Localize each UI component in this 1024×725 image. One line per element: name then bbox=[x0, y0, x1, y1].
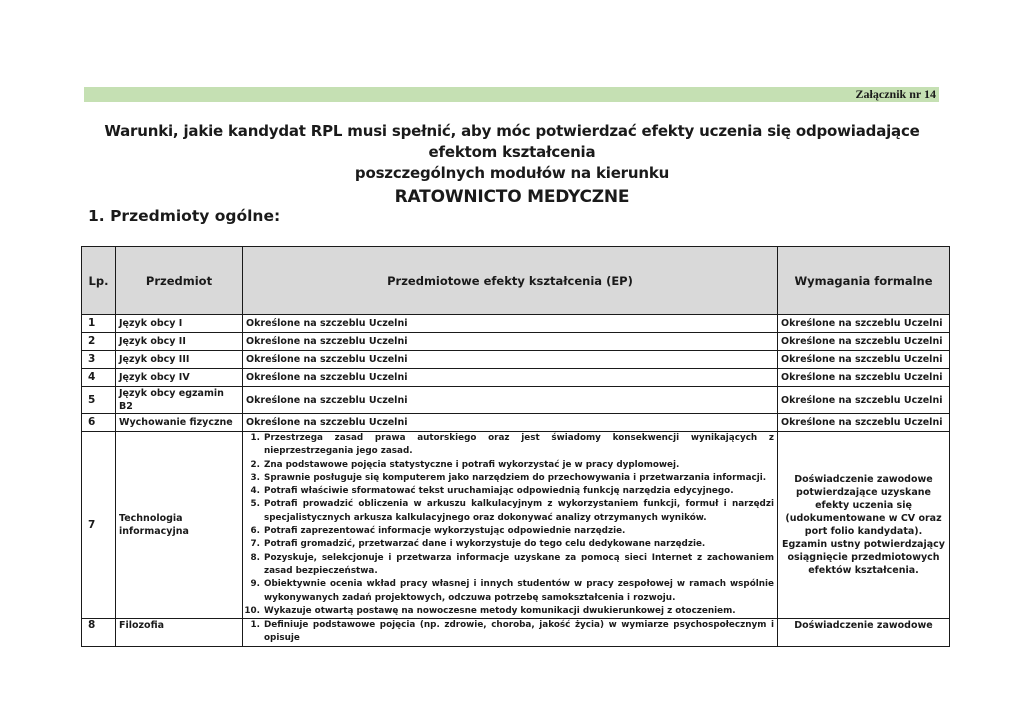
row-requirements: Określone na szczeblu Uczelni bbox=[778, 315, 950, 333]
row-lp: 8 bbox=[82, 619, 116, 647]
row-requirements: Doświadczenie zawodowe bbox=[778, 619, 950, 647]
outcomes-list bbox=[246, 619, 774, 646]
header-requirements: Wymagania formalne bbox=[778, 247, 950, 315]
row-requirements: Doświadczenie zawodowe potwierdzające uzyskane efekty uczenia się (udokumentowane w CV oraz port folio kandydata). Egzamin ustny potwierdzający osiągnięcie przedmiotowych efektów kształcenia. bbox=[778, 432, 950, 619]
header-outcomes: Przedmiotowe efekty kształcenia (EP) bbox=[243, 247, 778, 315]
row-subject: Wychowanie fizyczne bbox=[116, 414, 243, 432]
row-outcomes bbox=[243, 432, 778, 619]
outcome-item: 8. Pozyskuje, selekcjonuje i przetwarza informacje uzyskane za pomocą sieci Internet z zachowaniem zasad bezpieczeństwa. bbox=[263, 552, 774, 579]
row-subject: Język obcy I bbox=[116, 315, 243, 333]
row-requirements: Określone na szczeblu Uczelni bbox=[778, 333, 950, 351]
row-outcomes: Określone na szczeblu Uczelni bbox=[243, 387, 778, 414]
row-lp: 3 bbox=[82, 351, 116, 369]
row-subject: Język obcy egzamin B2 bbox=[116, 387, 243, 414]
table-row bbox=[82, 333, 950, 351]
row-requirements: Określone na szczeblu Uczelni bbox=[778, 351, 950, 369]
row-outcomes: Określone na szczeblu Uczelni bbox=[243, 369, 778, 387]
row-subject: Język obcy IV bbox=[116, 369, 243, 387]
outcome-item: 5. Potrafi prowadzić obliczenia w arkuszu kalkulacyjnym z wykorzystaniem funkcji, formuł i narzędzi specjalistycznych arkusza kalkulacyjnego oraz dokonywać analizy otrzymanych wyników. bbox=[263, 498, 774, 525]
outcomes-list bbox=[246, 432, 774, 618]
outcome-item: 6. Potrafi zaprezentować informacje wykorzystując odpowiednie narzędzie. bbox=[263, 525, 774, 538]
row-subject: Język obcy III bbox=[116, 351, 243, 369]
row-outcomes bbox=[243, 619, 778, 647]
outcome-item: 9. Obiektywnie ocenia wkład pracy własnej i innych studentów w pracy zespołowej w ramach wspólnie wykonywanych zadań projektowych, odczuwa potrzebę samokształcenia i rozwoju. bbox=[263, 578, 774, 605]
table-row bbox=[82, 432, 950, 619]
table-row bbox=[82, 414, 950, 432]
row-lp: 7 bbox=[82, 432, 116, 619]
annex-label: Załącznik nr 14 bbox=[855, 87, 936, 101]
row-subject: Technologia informacyjna bbox=[116, 432, 243, 619]
outcome-item: 3. Sprawnie posługuje się komputerem jako narzędziem do przechowywania i przetwarzania informacji. bbox=[263, 472, 774, 485]
title-line-3: RATOWNICTO MEDYCZNE bbox=[394, 187, 630, 207]
title-line-2: poszczególnych modułów na kierunku bbox=[354, 164, 670, 182]
annex-bar bbox=[84, 87, 939, 102]
row-subject: Filozofia bbox=[116, 619, 243, 647]
header-subject: Przedmiot bbox=[116, 247, 243, 315]
row-requirements: Określone na szczeblu Uczelni bbox=[778, 387, 950, 414]
table-row bbox=[82, 315, 950, 333]
outcome-item: 1. Przestrzega zasad prawa autorskiego oraz jest świadomy konsekwencji wynikających z nieprzestrzegania jego zasad. bbox=[263, 432, 774, 459]
outcome-item: 7. Potrafi gromadzić, przetwarzać dane i wykorzystuje do tego celu dedykowane narzędzie. bbox=[263, 538, 774, 551]
row-subject: Język obcy II bbox=[116, 333, 243, 351]
header-lp: Lp. bbox=[82, 247, 116, 315]
outcome-item: 4. Potrafi właściwie sformatować tekst uruchamiając odpowiednią funkcję narzędzia edycyjnego. bbox=[263, 485, 774, 498]
row-lp: 2 bbox=[82, 333, 116, 351]
row-outcomes: Określone na szczeblu Uczelni bbox=[243, 315, 778, 333]
row-outcomes: Określone na szczeblu Uczelni bbox=[243, 351, 778, 369]
row-lp: 6 bbox=[82, 414, 116, 432]
outcome-item: 10. Wykazuje otwartą postawę na nowoczesne metody komunikacji dwukierunkowej z otoczeniem. bbox=[263, 605, 774, 618]
outcome-item: 2. Zna podstawowe pojęcia statystyczne i potrafi wykorzystać je w pracy dyplomowej. bbox=[263, 459, 774, 472]
subjects-table bbox=[81, 246, 950, 647]
table-row bbox=[82, 619, 950, 647]
table-header-row bbox=[82, 247, 950, 315]
outcome-item: 1. Definiuje podstawowe pojęcia (np. zdrowie, choroba, jakość życia) w wymiarze psychospołecznym i opisuje bbox=[263, 619, 774, 646]
row-lp: 4 bbox=[82, 369, 116, 387]
table-row bbox=[82, 369, 950, 387]
row-outcomes: Określone na szczeblu Uczelni bbox=[243, 414, 778, 432]
table-row bbox=[82, 387, 950, 414]
row-requirements: Określone na szczeblu Uczelni bbox=[778, 369, 950, 387]
row-lp: 1 bbox=[82, 315, 116, 333]
row-requirements: Określone na szczeblu Uczelni bbox=[778, 414, 950, 432]
row-lp: 5 bbox=[82, 387, 116, 414]
section-heading: 1. Przedmioty ogólne: bbox=[88, 207, 281, 225]
row-outcomes: Określone na szczeblu Uczelni bbox=[243, 333, 778, 351]
title-line-1: Warunki, jakie kandydat RPL musi spełnić, aby móc potwierdzać efekty uczenia się odpowiadające efektom kształcenia bbox=[104, 122, 920, 161]
table-row bbox=[82, 351, 950, 369]
document-title bbox=[80, 121, 944, 208]
